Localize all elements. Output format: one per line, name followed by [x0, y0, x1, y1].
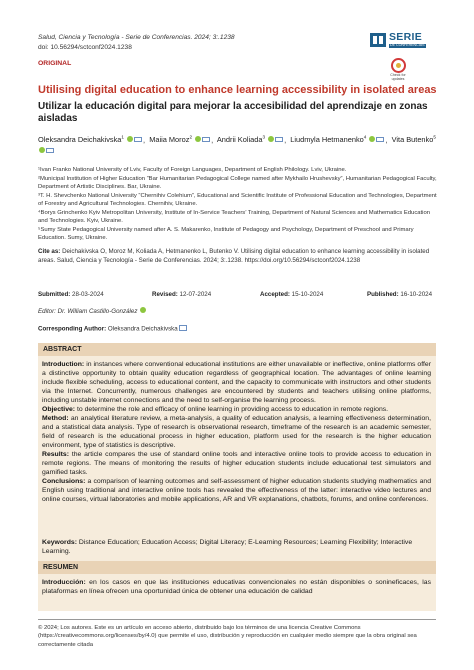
keywords: Keywords: Distance Education; Education Access; Digital Literacy; E-Learning Resources; Learning Flexibility; Interactive Learning. — [42, 539, 413, 556]
author: Liudmyla Hetmanenko$^4$ — [290, 135, 367, 145]
affiliation: ³T. H. Shevchenko National University “Chernihiv Colehium”, Educational and Scientific Institute of Professional Education and Technologies, Department of Forestry and Agricultural Technologies. Chernihiv, Ukraine. — [38, 192, 437, 208]
email-icon[interactable] — [202, 137, 210, 143]
abstract-conclusions: Conclusions: a comparison of learning outcomes and self-assessment of higher education students studying mathematics and English using traditional and interactive online tools has revealed the effectiveness of the latter: interactive video lectures and online courses, virtual laboratories and mobile applications, AR and VR explanations, chatbots, forums, and online conferences. — [42, 478, 431, 504]
cite-as — [38, 248, 438, 266]
updates-label: Check for updates — [390, 73, 406, 81]
section-label: ORIGINAL — [38, 60, 72, 67]
resumen-heading: RESUMEN — [38, 561, 436, 574]
cite-label: Cite as: — [38, 248, 61, 255]
license-notice: © 2024; Los autores. Este es un artículo en acceso abierto, distribuido bajo los términos de una licencia Creative Commons (https://creativecommons.org/licenses/by/4.0) que permite el uso, distribución y reproducción en cualquier medio siempre que la obra original sea correctamente citada — [38, 625, 417, 648]
cite-text: Deichakivska O, Moroz M, Koliada A, Hetmanenko L, Butenko V. Utilising digital education to enhance learning accessibility in isolated areas. Salud, Ciencia y Tecnología - Serie de Conferencias. 2024; 3:.1238. https://doi.org/10.56294/sctconf2024.1238 — [38, 248, 430, 264]
affiliation: ²Municipal Institution of Higher Education “Bar Humanitarian Pedagogical College named after Mykhailo Hrushevsky”, Humanitarian Pedagogical Faculty, Department of Artistic Disciplines. Bar, Ukraine. — [38, 175, 437, 191]
orcid-icon[interactable] — [127, 136, 133, 142]
logo-subtitle: DE CONFERENCIAS — [390, 42, 425, 47]
title-spanish: Utilizar la educación digital para mejorar la accesibilidad del aprendizaje en zonas aisladas — [38, 101, 428, 124]
author: Oleksandra Deichakivska$^1$ — [38, 135, 124, 145]
orcid-icon[interactable] — [195, 136, 201, 142]
corresponding-author: Corresponding Author: Oleksandra Deichakivska — [38, 325, 188, 333]
orcid-icon[interactable] — [369, 136, 375, 142]
email-icon[interactable] — [275, 137, 283, 143]
affiliation: ⁵Sumy State Pedagogical University named after A. S. Makarenko, Institute of Pedagogy and Psychology, Department of Preschool and Primary Education. Sumy, Ukraine. — [38, 226, 414, 242]
article-dates — [38, 291, 438, 301]
orcid-icon[interactable] — [39, 147, 45, 153]
abstract-heading: ABSTRACT — [38, 343, 436, 356]
title-english: Utilising digital education to enhance learning accessibility in isolated areas — [38, 84, 437, 96]
affiliation: ¹Ivan Franko National University of Lviv, Faculty of Foreign Languages, Department of English Philology. Lviv, Ukraine. — [38, 167, 347, 173]
email-icon[interactable] — [46, 148, 54, 154]
abstract-method: Method: an analytical literature review, a meta-analysis, a quality of education analysis, a learning effectiveness determination, and a statistical data analysis. Type of research is observational research, timeframe of the research is an academic semester, field of research is the educational process in higher education, platform used for the research is the higher education environment, type of statistics is descriptive. — [42, 415, 431, 450]
editor: Editor: Dr. William Castillo-González — [38, 307, 147, 315]
abstract-results: Results: the article compares the use of standard online tools and interactive online tools to provide access to education in remote regions. The means of monitoring the results of higher education students include educational test simulators and gamified tasks. — [42, 451, 431, 477]
submitted-date: Submitted: 28-03-2024 — [38, 291, 104, 298]
journal-citation: Salud, Ciencia y Tecnología - Serie de Conferencias. 2024; 3:.1238 — [38, 34, 235, 41]
resumen-introduction: Introducción: en los casos en que las instituciones educativas convencionales no están disponibles o sonineficaces, las plataformas en línea ofrecen una oportunidad única de obtener una educación de calidad — [42, 579, 432, 596]
abstract-box — [38, 343, 436, 611]
affiliations — [38, 166, 438, 243]
doi[interactable]: doi: 10.56294/sctconf2024.1238 — [38, 44, 132, 51]
logo-title: SERIE — [389, 31, 423, 44]
footer-divider — [38, 619, 436, 620]
updates-icon — [391, 58, 406, 73]
book-icon — [370, 33, 386, 47]
email-icon[interactable] — [376, 137, 384, 143]
orcid-icon[interactable] — [268, 136, 274, 142]
author: Andrii Koliada$^3$ — [216, 135, 265, 145]
email-icon[interactable] — [179, 325, 187, 331]
published-date: Published: 16-10-2024 — [367, 291, 433, 298]
email-icon[interactable] — [134, 137, 142, 143]
abstract-body — [42, 360, 431, 505]
orcid-icon[interactable] — [140, 307, 146, 313]
affiliation: ⁴Borys Grinchenko Kyiv Metropolitan University, Institute of In-Service Teachers’ Training, Department of Natural Sciences and Mathematics Education and Technologies. Kyiv, Ukraine. — [38, 209, 431, 225]
author-list: Oleksandra Deichakivska$^1$ , Maiia Moroz$^2$ , Andrii Koliada$^3$ , Liudmyla Hetmanenko$^4$ , Vita Butenko$^5$ — [38, 135, 438, 157]
abstract-introduction: Introduction: in instances where conventional educational institutions are either unavailable or ineffective, online platforms offer a distinctive opportunity to obtain quality education regardless of geographical location. The advantages of online learning include flexible scheduling, access to educational content, and the capacity to communicate with instructors and other students via the Internet. Concurrently, numerous challenges are encountered by students and teachers utilising online platforms, including unstable internet connections and the need to self-organise the learning process. — [42, 361, 431, 405]
accepted-date: Accepted: 15-10-2024 — [260, 291, 324, 298]
journal-logo — [370, 31, 440, 49]
revised-date: Revised: 12-07-2024 — [152, 291, 212, 298]
author: Maiia Moroz$^2$ — [149, 135, 192, 145]
abstract-objective: Objective: to determine the role and efficacy of online learning in providing access to education in remote regions. — [42, 406, 389, 414]
author: Vita Butenko$^5$ — [391, 135, 436, 145]
